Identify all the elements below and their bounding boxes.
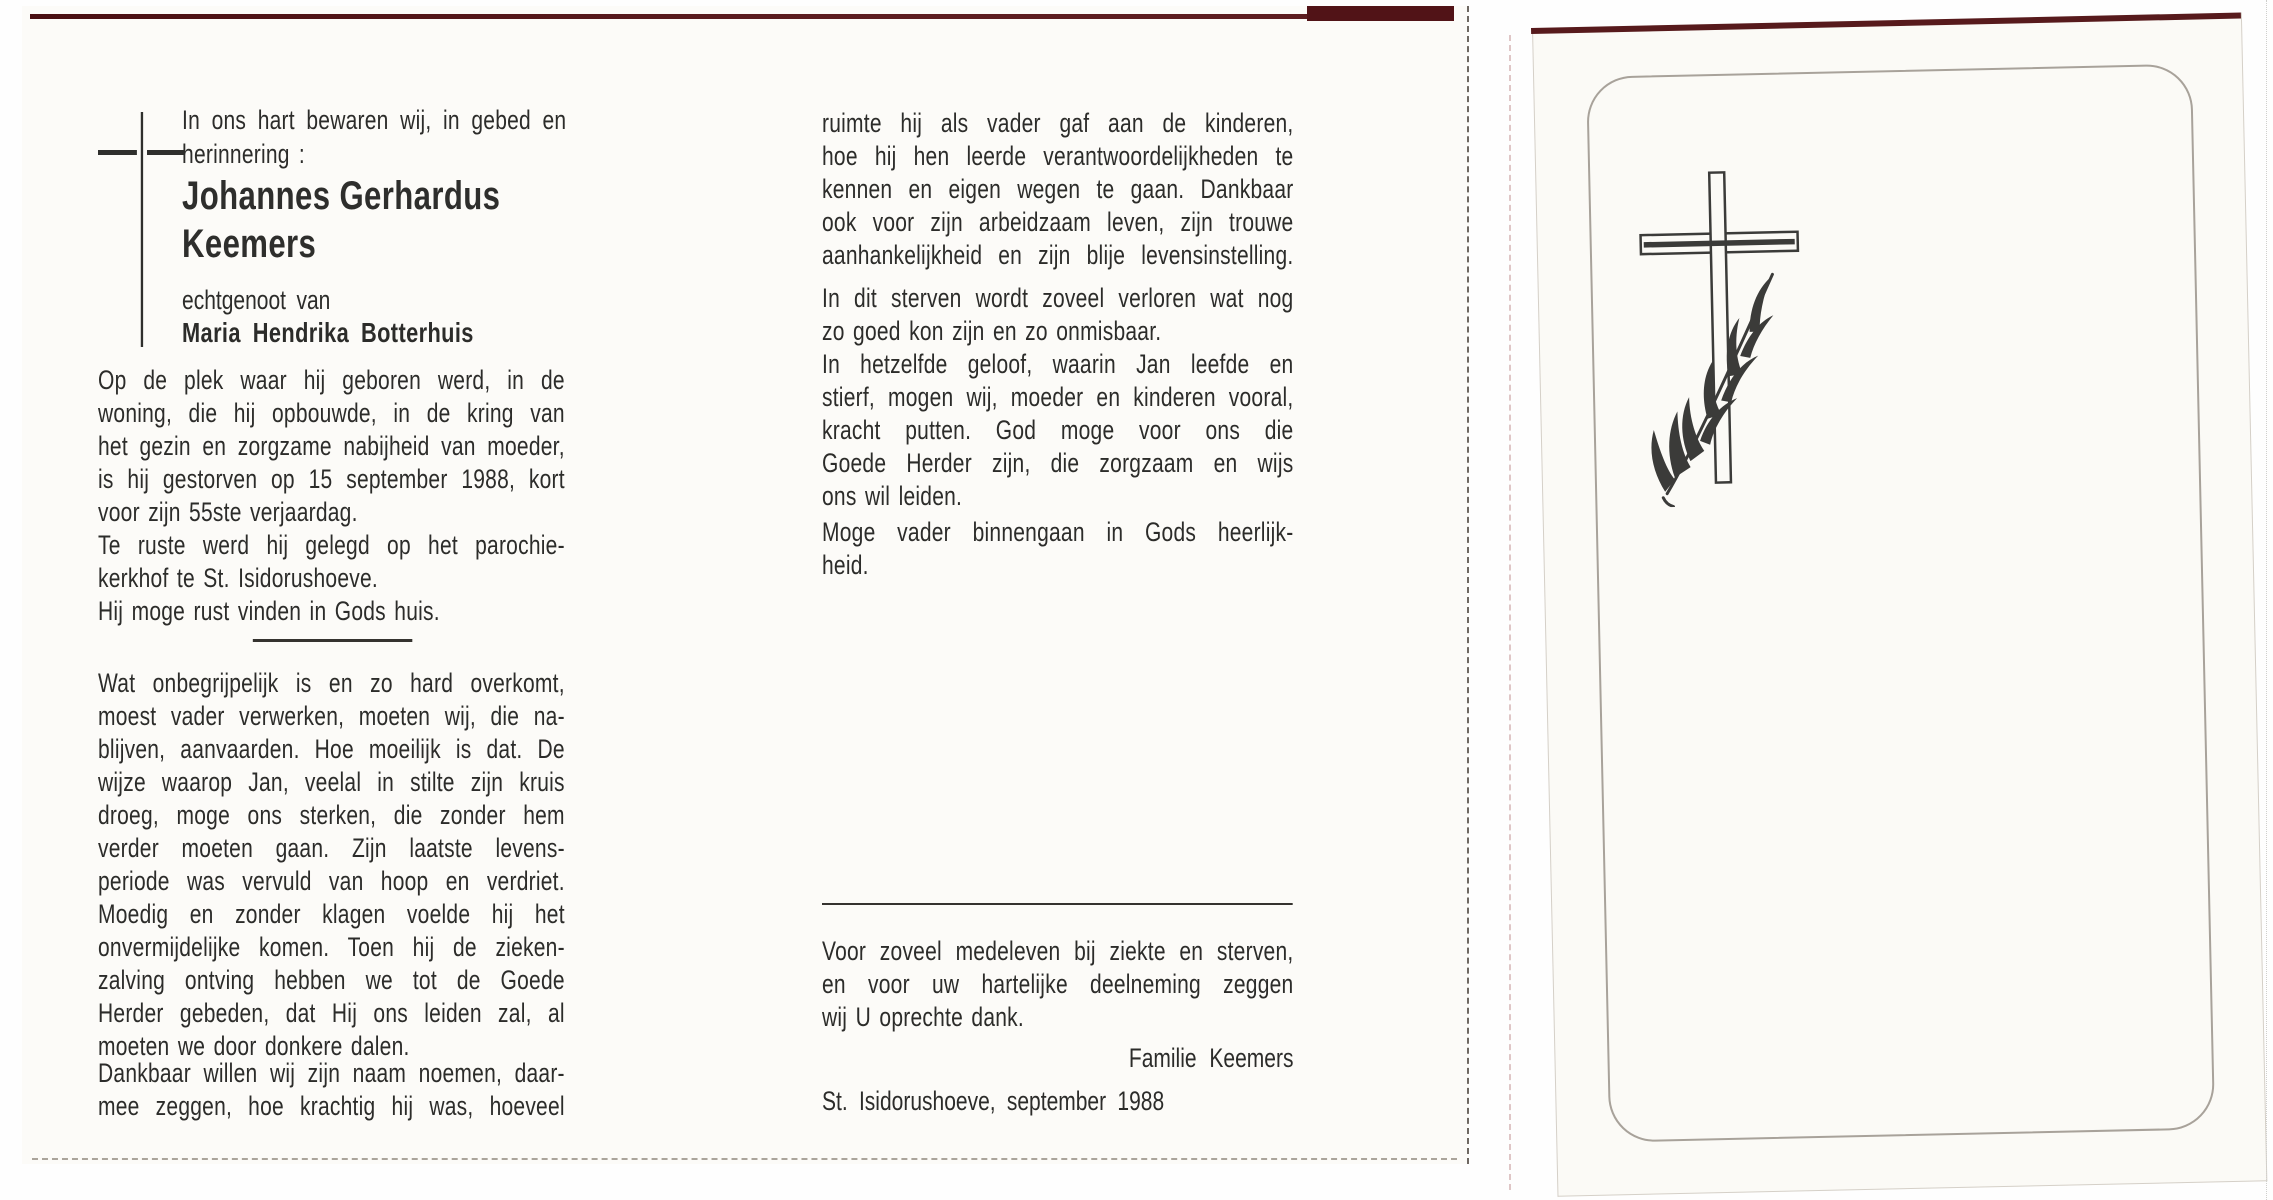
acknowledgement-divider — [822, 903, 1293, 905]
text-line: Te ruste werd hij gelegd op het parochie- — [98, 530, 565, 560]
right-text-column — [822, 0, 1293, 1200]
scanner-edge-artifact — [2266, 0, 2267, 1200]
spouse-name: Maria Hendrika Botterhuis — [182, 317, 474, 348]
text-line: In dit sterven wordt zoveel verloren wat nog — [822, 283, 1294, 313]
text-line: wij U oprechte dank. — [822, 1002, 1024, 1032]
text-line: Johannes Gerhardus — [182, 174, 501, 218]
text-line: mee zeggen, hoe krachtig hij was, hoeveel — [98, 1091, 565, 1121]
text-line: kerkhof te St. Isidorushoeve. — [98, 563, 378, 593]
text-line: Wat onbegrijpelijk is en zo hard overkomt, — [98, 668, 565, 698]
obituary-paragraph-faith — [822, 282, 1293, 513]
text-line: verder moeten gaan. Zijn laatste levens- — [98, 833, 565, 863]
text-line: moest vader verwerken, moeten wij, die na- — [98, 701, 565, 731]
text-line: ons wil leiden. — [822, 481, 963, 511]
text-line: woning, die hij opbouwde, in de kring van — [98, 398, 565, 428]
obituary-paragraph-blessing — [822, 516, 1293, 582]
obituary-paragraph-gratitude — [98, 1057, 565, 1123]
text-line: ruimte hij als vader gaf aan de kinderen, — [822, 108, 1294, 138]
cross-with-wheat-icon — [1598, 158, 1806, 508]
text-line: Keemers — [182, 222, 317, 266]
text-line: kracht putten. God moge voor ons die — [822, 415, 1294, 445]
place-date-line: St. Isidorushoeve, september 1988 — [822, 1086, 1165, 1116]
text-line: Moedig en zonder klagen voelde hij het — [98, 899, 565, 929]
text-line: kennen en eigen wegen te gaan. Dankbaar — [822, 174, 1294, 204]
text-line: Herder gebeden, dat Hij ons leiden zal, al — [98, 998, 565, 1028]
text-line: In ons hart bewaren wij, in gebed en — [182, 105, 567, 135]
text-line: het gezin en zorgzame nabijheid van moeder, — [98, 431, 565, 461]
text-line: periode was vervuld van hoop en verdriet. — [98, 866, 565, 896]
text-line: aanhankelijkheid en zijn blije levensinstelling. — [822, 240, 1294, 270]
left-text-column — [98, 0, 565, 1200]
fold-crease — [1509, 35, 1511, 1190]
text-line: Moge vader binnengaan in Gods heerlijk- — [822, 517, 1294, 547]
text-line: heid. — [822, 550, 869, 580]
text-line: wijze waarop Jan, veelal in stilte zijn kruis — [98, 767, 565, 797]
text-line: In hetzelfde geloof, waarin Jan leefde en — [822, 349, 1294, 379]
memorial-card-right-page — [1532, 13, 2267, 1197]
text-line: Goede Herder zijn, die zorgzaam en wijs — [822, 448, 1294, 478]
spouse-label: echtgenoot van — [182, 285, 331, 315]
obituary-paragraph-grief — [98, 667, 565, 1063]
text-line: Op de plek waar hij geboren werd, in de — [98, 365, 565, 395]
text-line: hoe hij hen leerde verantwoordelijkheden te — [822, 141, 1294, 171]
card-top-edge-shadow — [1307, 6, 1454, 21]
deceased-name — [182, 172, 649, 268]
text-line: en voor uw hartelijke deelneming zeggen — [822, 969, 1294, 999]
obituary-paragraph-fatherhood — [822, 107, 1293, 272]
acknowledgement-text — [822, 935, 1293, 1034]
text-line: Hij moge rust vinden in Gods huis. — [98, 596, 440, 626]
section-divider — [253, 639, 412, 642]
text-line: zalving ontving hebben we tot de Goede — [98, 965, 565, 995]
text-line: zo goed kon zijn en zo onmisbaar. — [822, 316, 1162, 346]
text-line: moeten we door donkere dalen. — [98, 1031, 410, 1061]
family-signature: Familie Keemers — [1128, 1043, 1294, 1073]
text-line: Voor zoveel medeleven bij ziekte en sterven, — [822, 936, 1294, 966]
text-line: is hij gestorven op 15 september 1988, kort — [98, 464, 565, 494]
text-line: ook voor zijn arbeidzaam leven, zijn trouwe — [822, 207, 1294, 237]
text-line: herinnering : — [182, 139, 305, 169]
text-line: stierf, mogen wij, moeder en kinderen vooral, — [822, 382, 1294, 412]
text-line: droeg, moge ons sterken, die zonder hem — [98, 800, 565, 830]
text-line: onvermijdelijke komen. Toen hij de zieken- — [98, 932, 565, 962]
obituary-paragraph-birth-death — [98, 364, 565, 628]
text-line: blijven, aanvaarden. Hoe moeilijk is dat. De — [98, 734, 565, 764]
text-line: Dankbaar willen wij zijn naam noemen, daar- — [98, 1058, 565, 1088]
intro-text — [182, 103, 566, 171]
text-line: voor zijn 55ste verjaardag. — [98, 497, 358, 527]
card-top-edge — [1531, 13, 2241, 34]
